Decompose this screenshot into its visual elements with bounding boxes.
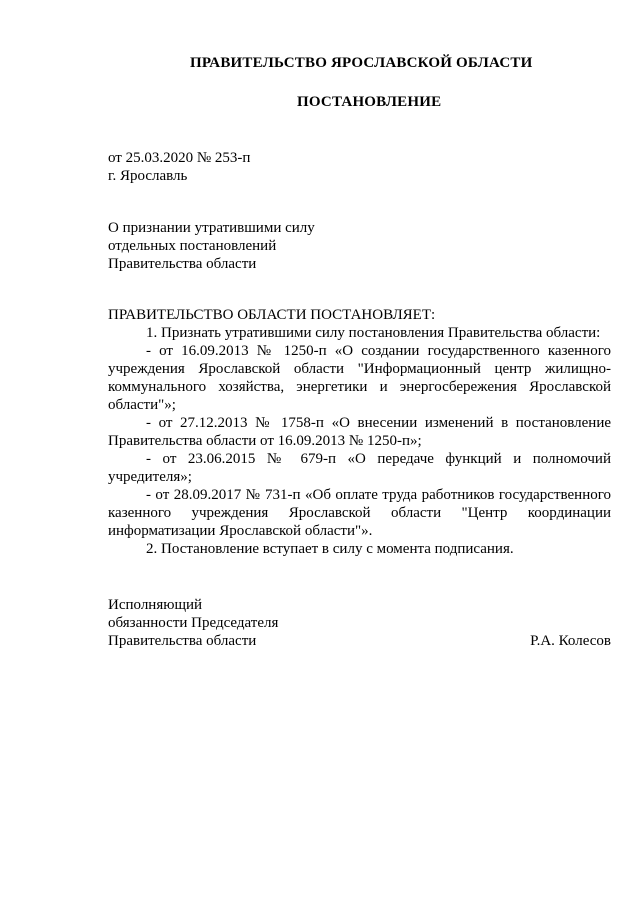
city: г. Ярославль	[108, 168, 188, 184]
signatory-row	[108, 632, 611, 650]
signatory-title-line: Исполняющий	[108, 597, 203, 613]
document-type-heading: ПОСТАНОВЛЕНИЕ	[297, 94, 442, 110]
sub-item: - от 28.09.2017 № 731-п «Об оплате труда работников государственного казенного учреждения Ярославской области "Центр координации информатизации Ярославской области"».	[108, 487, 611, 539]
government-heading: ПРАВИТЕЛЬСТВО ЯРОСЛАВСКОЙ ОБЛАСТИ	[190, 55, 533, 71]
signatory-title-line: обязанности Председателя	[108, 615, 279, 631]
signature-block	[108, 596, 611, 650]
subject-line: Правительства области	[108, 256, 257, 272]
subject-line: О признании утратившими силу	[108, 220, 315, 236]
date-number: от 25.03.2020 № 253-п	[108, 150, 251, 166]
preamble: ПРАВИТЕЛЬСТВО ОБЛАСТИ ПОСТАНОВЛЯЕТ:	[108, 307, 436, 323]
resolution-body	[108, 306, 611, 558]
sub-item: - от 23.06.2015 № 679-п «О передаче функций и полномочий учредителя»;	[108, 451, 611, 485]
signatory-title-line: Правительства области	[108, 633, 257, 649]
subject-line: отдельных постановлений	[108, 238, 277, 254]
sub-item: - от 16.09.2013 № 1250-п «О создании государственного казенного учреждения Ярославской области "Информационный центр жилищно-коммунального хозяйства, энергетики и энергосбережения Ярославской области"»;	[108, 343, 611, 413]
signatory-name: Р.А. Колесов	[530, 633, 611, 649]
item-2: 2. Постановление вступает в силу с момента подписания.	[146, 541, 514, 557]
sub-item: - от 27.12.2013 № 1758-п «О внесении изменений в постановление Правительства области от 16.09.2013 № 1250-п»;	[108, 415, 611, 449]
item-1: 1. Признать утратившими силу постановления Правительства области:	[146, 325, 601, 341]
